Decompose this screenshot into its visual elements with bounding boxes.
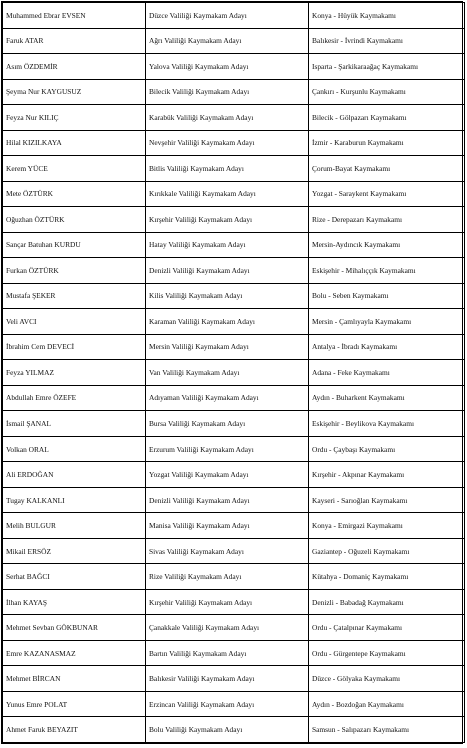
table-row [3,640,465,666]
name-cell: Abdullah Emre ÖZEFE [3,385,146,411]
name-cell: Volkan ORAL [3,436,146,462]
assignment-cell: Çorum-Bayat Kaymakamı [309,156,465,182]
name-cell: İbrahim Cem DEVECİ [3,334,146,360]
name-cell: Kerem YÜCE [3,156,146,182]
assignment-cell: İzmir - Karaburun Kaymakamı [309,130,465,156]
name-cell: Faruk ATAR [3,28,146,54]
assignment-cell: Düzce - Gölyaka Kaymakamı [309,666,465,692]
name-cell: İlhan KAYAŞ [3,589,146,615]
assignment-cell: Çankırı - Kurşunlu Kaymakamı [309,79,465,105]
name-cell: Mete ÖZTÜRK [3,181,146,207]
table-row [3,513,465,539]
candidacy-cell: Rize Valiliği Kaymakam Adayı [146,564,309,590]
candidacy-cell: Düzce Valiliği Kaymakam Adayı [146,3,309,29]
candidacy-cell: Karaman Valiliği Kaymakam Adayı [146,309,309,335]
name-cell: Tugay KALKANLI [3,487,146,513]
table-row [3,666,465,692]
table-row [3,181,465,207]
name-cell: Serhat BAĞCI [3,564,146,590]
assignment-cell: Kırşehir - Akpınar Kaymakamı [309,462,465,488]
table-row [3,538,465,564]
name-cell: Feyza YILMAZ [3,360,146,386]
name-cell: Melih BULGUR [3,513,146,539]
table-row [3,283,465,309]
name-cell: Ali ERDOĞAN [3,462,146,488]
name-cell: Ahmet Faruk BEYAZIT [3,717,146,743]
assignment-cell: Mersin - Çamlıyayla Kaymakamı [309,309,465,335]
name-cell: Muhammed Ebrar EVSEN [3,3,146,29]
candidacy-cell: Nevşehir Valiliği Kaymakam Adayı [146,130,309,156]
candidacy-cell: Çanakkale Valiliği Kaymakam Adayı [146,615,309,641]
name-cell: Asım ÖZDEMİR [3,54,146,80]
table-row [3,385,465,411]
table-row [3,564,465,590]
table-row [3,589,465,615]
name-cell: Sançar Batuhan KURDU [3,232,146,258]
assignment-cell: Eskişehir - Mihalıççık Kaymakamı [309,258,465,284]
candidacy-cell: Balıkesir Valiliği Kaymakam Adayı [146,666,309,692]
table-row [3,436,465,462]
assignment-cell: Rize - Derepazarı Kaymakamı [309,207,465,233]
table-row [3,232,465,258]
name-cell: Hilal KIZILKAYA [3,130,146,156]
name-cell: Emre KAZANASMAZ [3,640,146,666]
table-row [3,3,465,29]
name-cell: Veli AVCI [3,309,146,335]
table-row [3,309,465,335]
name-cell: Feyza Nur KILIÇ [3,105,146,131]
candidacy-cell: Yozgat Valiliği Kaymakam Adayı [146,462,309,488]
candidacy-cell: Kırşehir Valiliği Kaymakam Adayı [146,589,309,615]
candidacy-cell: Bartın Valiliği Kaymakam Adayı [146,640,309,666]
name-cell: Mikail ERSÖZ [3,538,146,564]
assignment-cell: Yozgat - Saraykent Kaymakamı [309,181,465,207]
assignment-cell: Kütahya - Domaniç Kaymakamı [309,564,465,590]
table-row [3,79,465,105]
assignment-cell: Aydın - Buharkent Kaymakamı [309,385,465,411]
name-cell: Şeyma Nur KAYGUSUZ [3,79,146,105]
name-cell: Mehmet Sevban GÖKBUNAR [3,615,146,641]
candidacy-cell: Sivas Valiliği Kaymakam Adayı [146,538,309,564]
assignment-cell: Samsun - Salıpazarı Kaymakamı [309,717,465,743]
assignment-cell: Adana - Feke Kaymakamı [309,360,465,386]
assignment-cell: Balıkesir - İvrindi Kaymakamı [309,28,465,54]
candidacy-cell: Mersin Valiliği Kaymakam Adayı [146,334,309,360]
candidacy-cell: Bolu Valiliği Kaymakam Adayı [146,717,309,743]
table-row [3,105,465,131]
assignment-cell: Kayseri - Sarıoğlan Kaymakamı [309,487,465,513]
candidacy-cell: Manisa Valiliği Kaymakam Adayı [146,513,309,539]
candidacy-cell: Erzurum Valiliği Kaymakam Adayı [146,436,309,462]
name-cell: Yunus Emre POLAT [3,691,146,717]
table-row [3,54,465,80]
appointment-table [2,2,465,743]
assignment-cell: Ordu - Çaybaşı Kaymakamı [309,436,465,462]
assignment-cell: Aydın - Bozdoğan Kaymakamı [309,691,465,717]
candidacy-cell: Kırşehir Valiliği Kaymakam Adayı [146,207,309,233]
candidacy-cell: Kilis Valiliği Kaymakam Adayı [146,283,309,309]
table-row [3,615,465,641]
candidacy-cell: Denizli Valiliği Kaymakam Adayı [146,487,309,513]
assignment-cell: Denizli - Babadağ Kaymakamı [309,589,465,615]
candidacy-cell: Denizli Valiliği Kaymakam Adayı [146,258,309,284]
assignment-cell: Eskişehir - Beylikova Kaymakamı [309,411,465,437]
candidacy-cell: Bilecik Valiliği Kaymakam Adayı [146,79,309,105]
assignment-cell: Bolu - Seben Kaymakamı [309,283,465,309]
name-cell: Mustafa ŞEKER [3,283,146,309]
appointment-table-body [3,3,465,743]
assignment-cell: Ordu - Çatalpınar Kaymakamı [309,615,465,641]
candidacy-cell: Bitlis Valiliği Kaymakam Adayı [146,156,309,182]
candidacy-cell: Bursa Valiliği Kaymakam Adayı [146,411,309,437]
table-row [3,28,465,54]
table-row [3,717,465,743]
candidacy-cell: Yalova Valiliği Kaymakam Adayı [146,54,309,80]
table-row [3,691,465,717]
table-row [3,411,465,437]
assignment-cell: Isparta - Şarkikaraağaç Kaymakamı [309,54,465,80]
table-row [3,258,465,284]
name-cell: Furkan ÖZTÜRK [3,258,146,284]
name-cell: İsmail ŞANAL [3,411,146,437]
candidacy-cell: Ağrı Valiliği Kaymakam Adayı [146,28,309,54]
assignment-cell: Bilecik - Gölpazarı Kaymakamı [309,105,465,131]
assignment-cell: Antalya - İbradı Kaymakamı [309,334,465,360]
assignment-cell: Ordu - Gürgentepe Kaymakamı [309,640,465,666]
candidacy-cell: Kırıkkale Valiliği Kaymakam Adayı [146,181,309,207]
name-cell: Mehmet BİRCAN [3,666,146,692]
assignment-cell: Konya - Hüyük Kaymakamı [309,3,465,29]
candidacy-cell: Karabük Valiliği Kaymakam Adayı [146,105,309,131]
appointment-list-document [1,1,463,744]
assignment-cell: Konya - Emirgazi Kaymakamı [309,513,465,539]
name-cell: Oğuzhan ÖZTÜRK [3,207,146,233]
assignment-cell: Mersin-Aydıncık Kaymakamı [309,232,465,258]
candidacy-cell: Van Valiliği Kaymakam Adayı [146,360,309,386]
assignment-cell: Gaziantep - Oğuzeli Kaymakamı [309,538,465,564]
candidacy-cell: Adıyaman Valiliği Kaymakam Adayı [146,385,309,411]
table-row [3,360,465,386]
table-row [3,130,465,156]
table-row [3,207,465,233]
table-row [3,462,465,488]
table-row [3,487,465,513]
table-row [3,334,465,360]
candidacy-cell: Erzincan Valiliği Kaymakam Adayı [146,691,309,717]
candidacy-cell: Hatay Valiliği Kaymakam Adayı [146,232,309,258]
table-row [3,156,465,182]
